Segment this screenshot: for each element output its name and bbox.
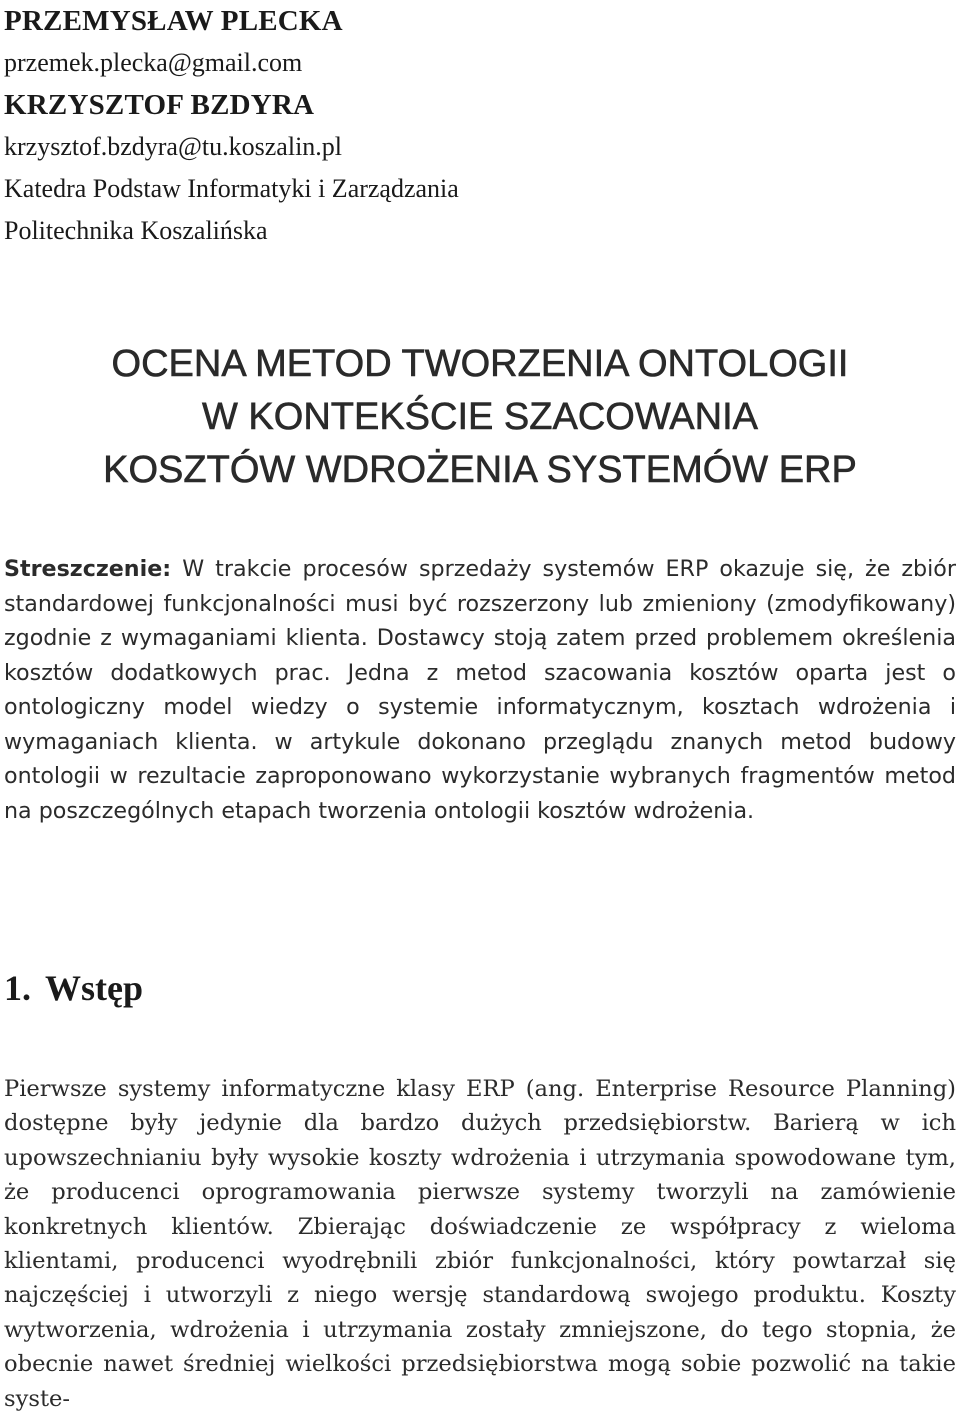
affiliation-department: Katedra Podstaw Informatyki i Zarządzania	[4, 174, 459, 203]
abstract-label: Streszczenie:	[4, 556, 172, 582]
body-paragraph: Pierwsze systemy informatyczne klasy ERP (ang. Enterprise Resource Planning) dostępne były jedynie dla bardzo dużych przedsiębiorstw. Barierą w ich upowszechnianiu były wysokie koszty wdrożenia i utrzymania spowodowane tym, że producenci oprogramowania pierwsze systemy tworzyli na zamówienie konkretnych klientów. Zbierając doświadczenie ze współpracy z wieloma klientami, producenci wyodrębnili zbiór funkcjonalności, który powtarzał się najczęściej i utworzyli z niego wersję standardową swojego produktu. Koszty wytworzenia, wdrożenia i utrzymania zostały zmniejszone, do tego stopnia, że obecnie nawet średniej wielkości przedsiębiorstwa mogą sobie pozwolić na takie syste-	[4, 1076, 956, 1412]
section-heading	[4, 964, 143, 1012]
title-line: W KONTEKŚCIE SZACOWANIA	[202, 396, 758, 438]
author-email: przemek.plecka@gmail.com	[4, 48, 303, 77]
abstract	[4, 552, 956, 828]
section-title: Wstęp	[45, 968, 143, 1008]
title-line: OCENA METOD TWORZENIA ONTOLOGII	[111, 343, 849, 385]
section-number: 1.	[4, 968, 31, 1008]
affiliation-university: Politechnika Koszalińska	[4, 216, 268, 245]
paper-title	[0, 338, 960, 497]
author-email: krzysztof.bzdyra@tu.koszalin.pl	[4, 132, 343, 161]
author-block	[4, 0, 459, 252]
author-name: KRZYSZTOF BZDYRA	[4, 89, 315, 121]
title-line: KOSZTÓW WDROŻENIA SYSTEMÓW ERP	[103, 449, 857, 491]
abstract-text: W trakcie procesów sprzedaży systemów ERP okazuje się, że zbiór standardowej funkcjonalności musi być rozszerzony lub zmieniony (zmodyfikowany) zgodnie z wymaganiami klienta. Dostawcy stoją zatem przed problemem określenia kosztów dodatkowych prac. Jedna z metod szacowania kosztów oparta jest o ontologiczny model wiedzy o systemie informatycznym, kosztach wdrożenia i wymaganiach klienta. w artykule dokonano przeglądu znanych metod budowy ontologii w rezultacie zaproponowano wykorzystanie wybranych fragmentów metod na poszczególnych etapach tworzenia ontologii kosztów wdrożenia.	[4, 556, 956, 824]
author-name: PRZEMYSŁAW PLECKA	[4, 5, 343, 37]
